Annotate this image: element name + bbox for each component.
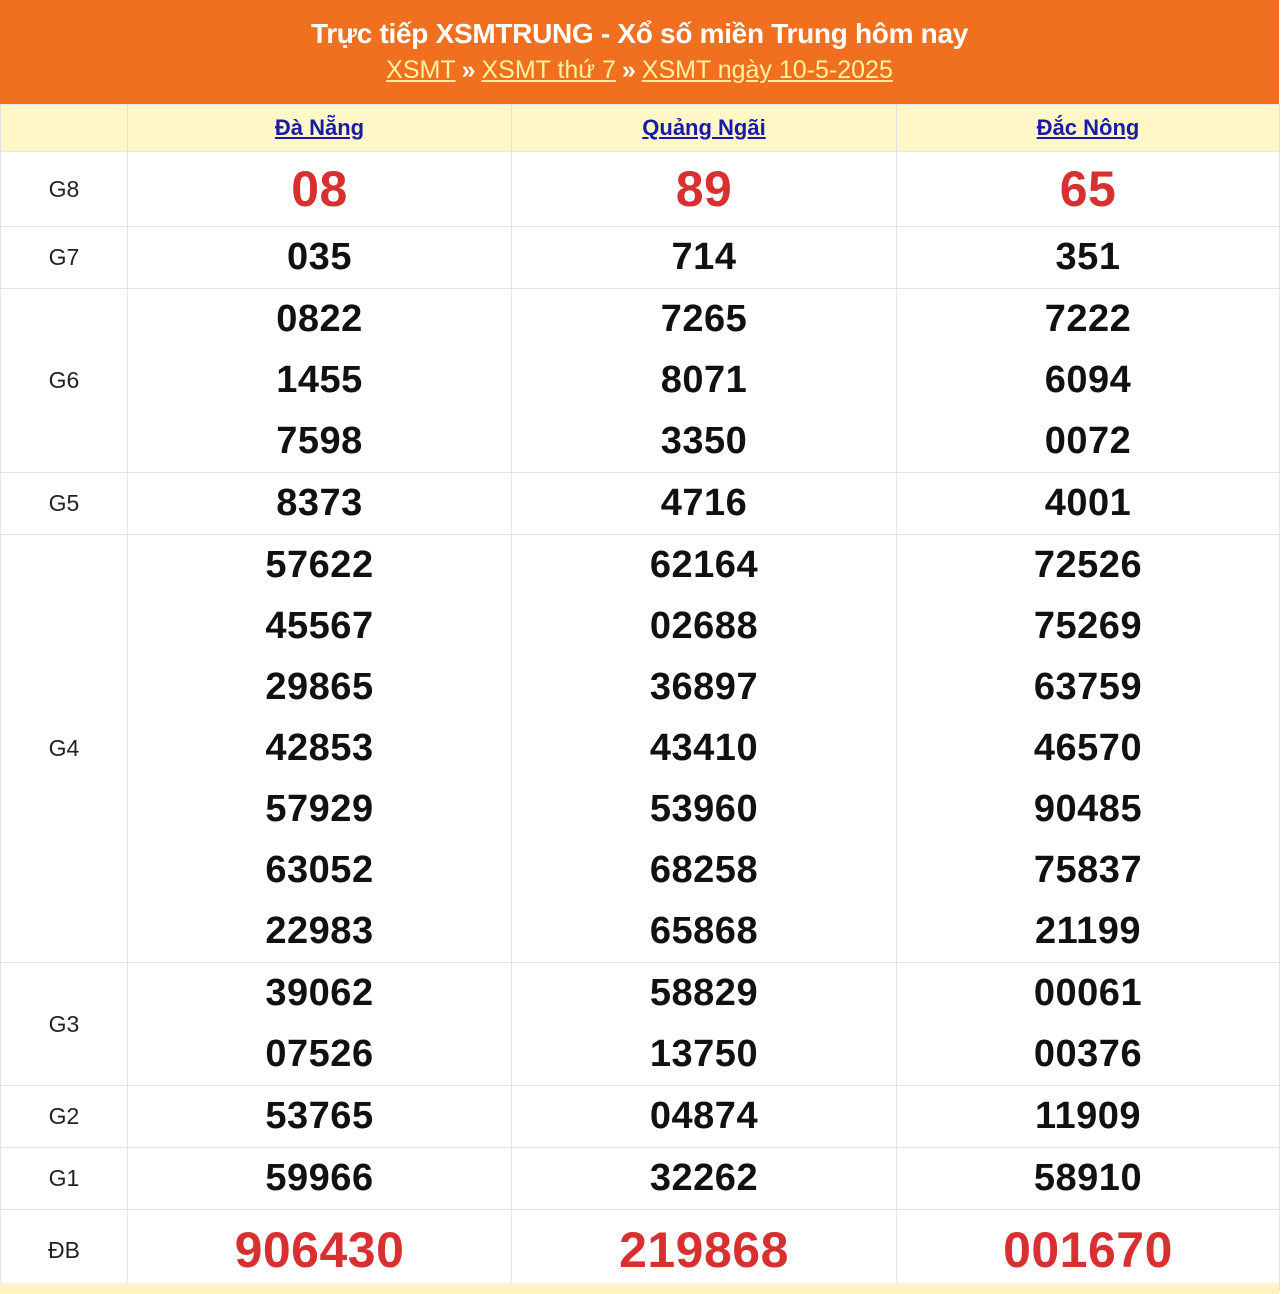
prize-cell-dacnong [897,227,1280,289]
result-number: 45567 [265,605,374,647]
result-number: 02688 [649,605,759,647]
prize-label: G1 [1,1148,128,1210]
results-table [0,104,1280,1291]
prize-row-g1 [1,1148,1280,1210]
result-number: 08 [291,161,348,217]
prize-label: G8 [1,152,128,227]
prize-row-g2 [1,1086,1280,1148]
province-header-row [1,105,1280,152]
result-number: 46570 [1033,727,1143,769]
result-number: 32262 [649,1157,759,1199]
prize-cell-quangngai [512,289,897,473]
result-number: 6094 [1044,359,1132,401]
result-number: 62164 [649,544,759,586]
breadcrumb-separator: » [621,56,636,84]
result-number: 42853 [265,727,374,769]
result-number: 4001 [1044,482,1132,524]
prize-cell-danang [128,1086,512,1148]
result-number: 29865 [265,666,374,708]
result-number: 53960 [649,788,759,830]
result-number: 36897 [649,666,759,708]
breadcrumb-xsmt-date-link[interactable]: XSMT ngày 10-5-2025 [641,56,893,84]
prize-label-header [1,105,128,152]
result-number: 11909 [1034,1095,1142,1137]
prize-label: G5 [1,473,128,535]
result-number: 3350 [660,420,748,462]
result-number: 57622 [265,544,374,586]
prize-cell-dacnong [897,152,1280,227]
prize-cell-danang [128,152,512,227]
prize-cell-quangngai [512,473,897,535]
prize-cell-danang [128,1148,512,1210]
result-number: 8071 [660,359,748,401]
prize-label: G7 [1,227,128,289]
result-number: 7598 [276,420,363,462]
result-number: 75269 [1033,605,1143,647]
province-header-danang [128,105,512,152]
prize-label: G3 [1,963,128,1086]
prize-row-g8 [1,152,1280,227]
result-number: 4716 [660,482,748,524]
prize-cell-dacnong [897,1210,1280,1291]
result-number: 7265 [660,298,748,340]
province-link-danang[interactable]: Đà Nẵng [274,115,365,140]
prize-row-db [1,1210,1280,1291]
prize-table-body [1,152,1280,1291]
prize-cell-danang [128,473,512,535]
prize-row-g4 [1,535,1280,963]
province-link-quangngai[interactable]: Quảng Ngãi [642,115,766,140]
breadcrumb-xsmt-thu7-link[interactable]: XSMT thứ 7 [481,56,616,84]
result-number: 53765 [265,1095,374,1137]
prize-row-g3 [1,963,1280,1086]
result-number: 72526 [1033,544,1143,586]
prize-cell-danang [128,1210,512,1291]
result-number: 7222 [1044,298,1132,340]
breadcrumb-xsmt-link[interactable]: XSMT [386,56,456,84]
prize-label: G2 [1,1086,128,1148]
prize-cell-quangngai [512,1148,897,1210]
result-number: 68258 [649,849,759,891]
result-number: 001670 [1003,1222,1173,1278]
page-title: Trực tiếp XSMTRUNG - Xổ số miền Trung hôm nay [310,18,969,49]
prize-cell-dacnong [897,963,1280,1086]
result-number: 0822 [276,298,363,340]
result-number: 75837 [1033,849,1143,891]
result-number: 90485 [1033,788,1143,830]
result-number: 219868 [619,1222,789,1278]
result-number: 65868 [649,910,759,952]
prize-cell-dacnong [897,535,1280,963]
result-number: 1455 [276,359,363,401]
prize-cell-quangngai [512,1086,897,1148]
result-number: 04874 [649,1095,759,1137]
result-number: 39062 [265,972,374,1014]
result-number: 57929 [265,788,374,830]
prize-label: G6 [1,289,128,473]
prize-cell-quangngai [512,152,897,227]
result-number: 00376 [1033,1033,1143,1075]
prize-cell-danang [128,535,512,963]
province-header-quangngai [512,105,897,152]
prize-row-g5 [1,473,1280,535]
result-number: 8373 [276,482,363,524]
result-number: 89 [675,161,733,217]
result-number: 714 [671,236,737,278]
result-number: 00061 [1033,972,1143,1014]
result-number: 63052 [265,849,374,891]
result-number: 63759 [1033,666,1143,708]
prize-cell-danang [128,289,512,473]
result-number: 351 [1055,236,1121,278]
result-number: 43410 [649,727,759,769]
province-link-dacnong[interactable]: Đắc Nông [1036,115,1140,140]
prize-cell-dacnong [897,1148,1280,1210]
result-number: 13750 [649,1033,759,1075]
breadcrumb [0,56,1279,85]
prize-cell-dacnong [897,289,1280,473]
result-number: 035 [287,236,352,278]
prize-cell-quangngai [512,963,897,1086]
result-number: 0072 [1044,420,1132,462]
prize-cell-dacnong [897,473,1280,535]
prize-cell-quangngai [512,1210,897,1291]
table-bottom-border [0,1283,1279,1294]
prize-row-g6 [1,289,1280,473]
prize-cell-dacnong [897,1086,1280,1148]
result-number: 21199 [1034,910,1142,952]
prize-cell-quangngai [512,227,897,289]
result-number: 07526 [265,1033,374,1075]
prize-label: ĐB [1,1210,128,1291]
results-header [0,0,1279,104]
result-number: 58829 [649,972,759,1014]
prize-cell-danang [128,963,512,1086]
result-number: 22983 [265,910,374,952]
prize-cell-quangngai [512,535,897,963]
result-number: 59966 [265,1157,374,1199]
prize-cell-danang [128,227,512,289]
prize-label: G4 [1,535,128,963]
result-number: 906430 [234,1222,405,1278]
breadcrumb-separator: » [461,56,476,84]
result-number: 58910 [1033,1157,1143,1199]
province-header-dacnong [897,105,1280,152]
result-number: 65 [1059,161,1117,217]
prize-row-g7 [1,227,1280,289]
